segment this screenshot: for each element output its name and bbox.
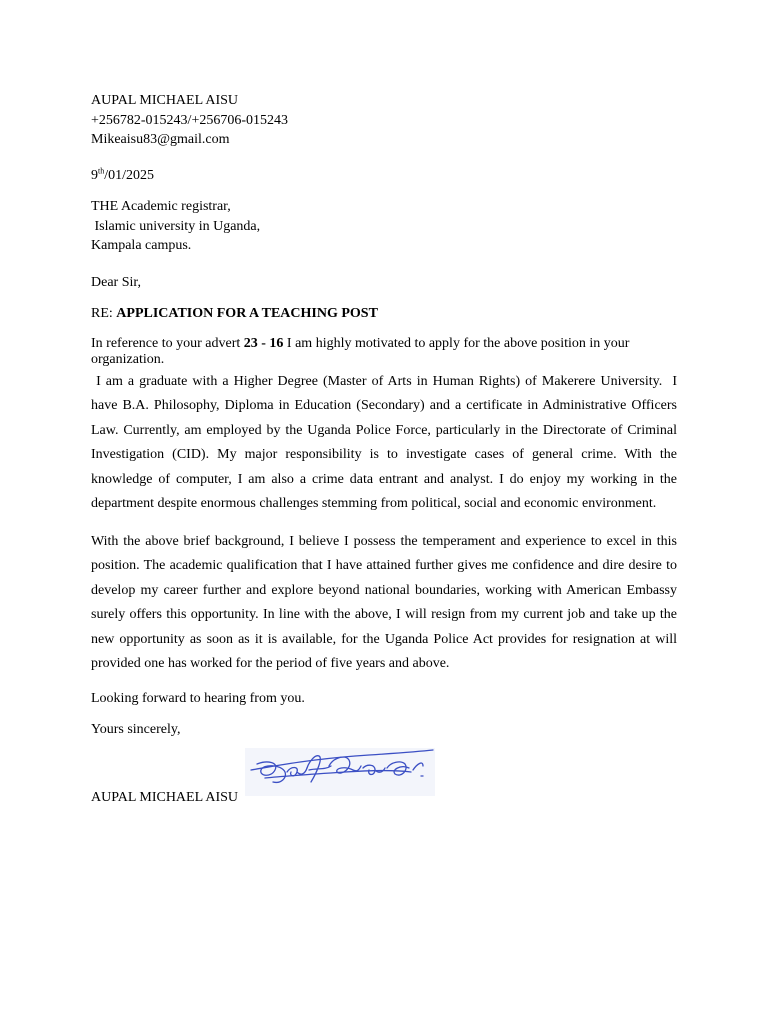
date-suffix: th (98, 165, 105, 175)
sender-block (91, 91, 677, 150)
advert-number: 23 - 16 (243, 335, 284, 351)
date-day: 9 (91, 167, 98, 183)
closing-line-2: Yours sincerely, (91, 722, 181, 737)
intro-before: In reference to your advert (91, 335, 244, 351)
subject-title: APPLICATION FOR A TEACHING POST (116, 306, 378, 321)
recipient-line-3: Kampala campus. (91, 238, 192, 253)
salutation: Dear Sir, (91, 274, 141, 290)
intro-paragraph (91, 336, 677, 368)
closing-line-1: Looking forward to hearing from you. (91, 690, 305, 706)
letter-content (91, 91, 681, 812)
intro-after: I am highly motivated to apply for the above position in your organization. (91, 335, 633, 367)
handwritten-signature (245, 742, 435, 798)
sender-email: Mikeaisu83@gmail.com (91, 132, 230, 147)
signature-row (91, 788, 677, 812)
letter-date (91, 166, 677, 186)
date-rest: /01/2025 (104, 167, 155, 183)
recipient-line-2: Islamic university in Uganda, (91, 218, 261, 234)
body-paragraph-2: With the above brief background, I believe I possess the temperament and experience to excel in this position. The academic qualification that I have attained further gives me confidence and dire desire to develop my career further and explore beyond national boundaries, working with American Embassy surely offers this opportunity. In line with the above, I will resign from my current job and take up the new opportunity as soon as it is available, for the Uganda Police Act provides for resignation at will provided one has worked for the period of five years and above. (91, 533, 677, 671)
subject-prefix: RE: (91, 306, 117, 321)
recipient-line-1: THE Academic registrar, (91, 199, 231, 214)
recipient-block (91, 197, 677, 256)
subject-line (91, 304, 677, 324)
sender-name: AUPAL MICHAEL AISU (91, 93, 239, 108)
signatory-name: AUPAL MICHAEL AISU (91, 789, 239, 805)
body-paragraph-1: I am a graduate with a Higher Degree (Master of Arts in Human Rights) of Makerere University. I have B.A. Philosophy, Diploma in Education (Secondary) and a certificate in Administrative Officers Law. Currently, am employed by the Uganda Police Force, particularly in the Directorate of Criminal Investigation (CID). My major responsibility is to investigate cases of general crime. With the knowledge of computer, I am also a crime data entrant and analyst. I do enjoy my working in the department despite enormous challenges stemming from political, social and economic environment. (91, 373, 681, 511)
sender-phone: +256782-015243/+256706-015243 (91, 112, 289, 128)
